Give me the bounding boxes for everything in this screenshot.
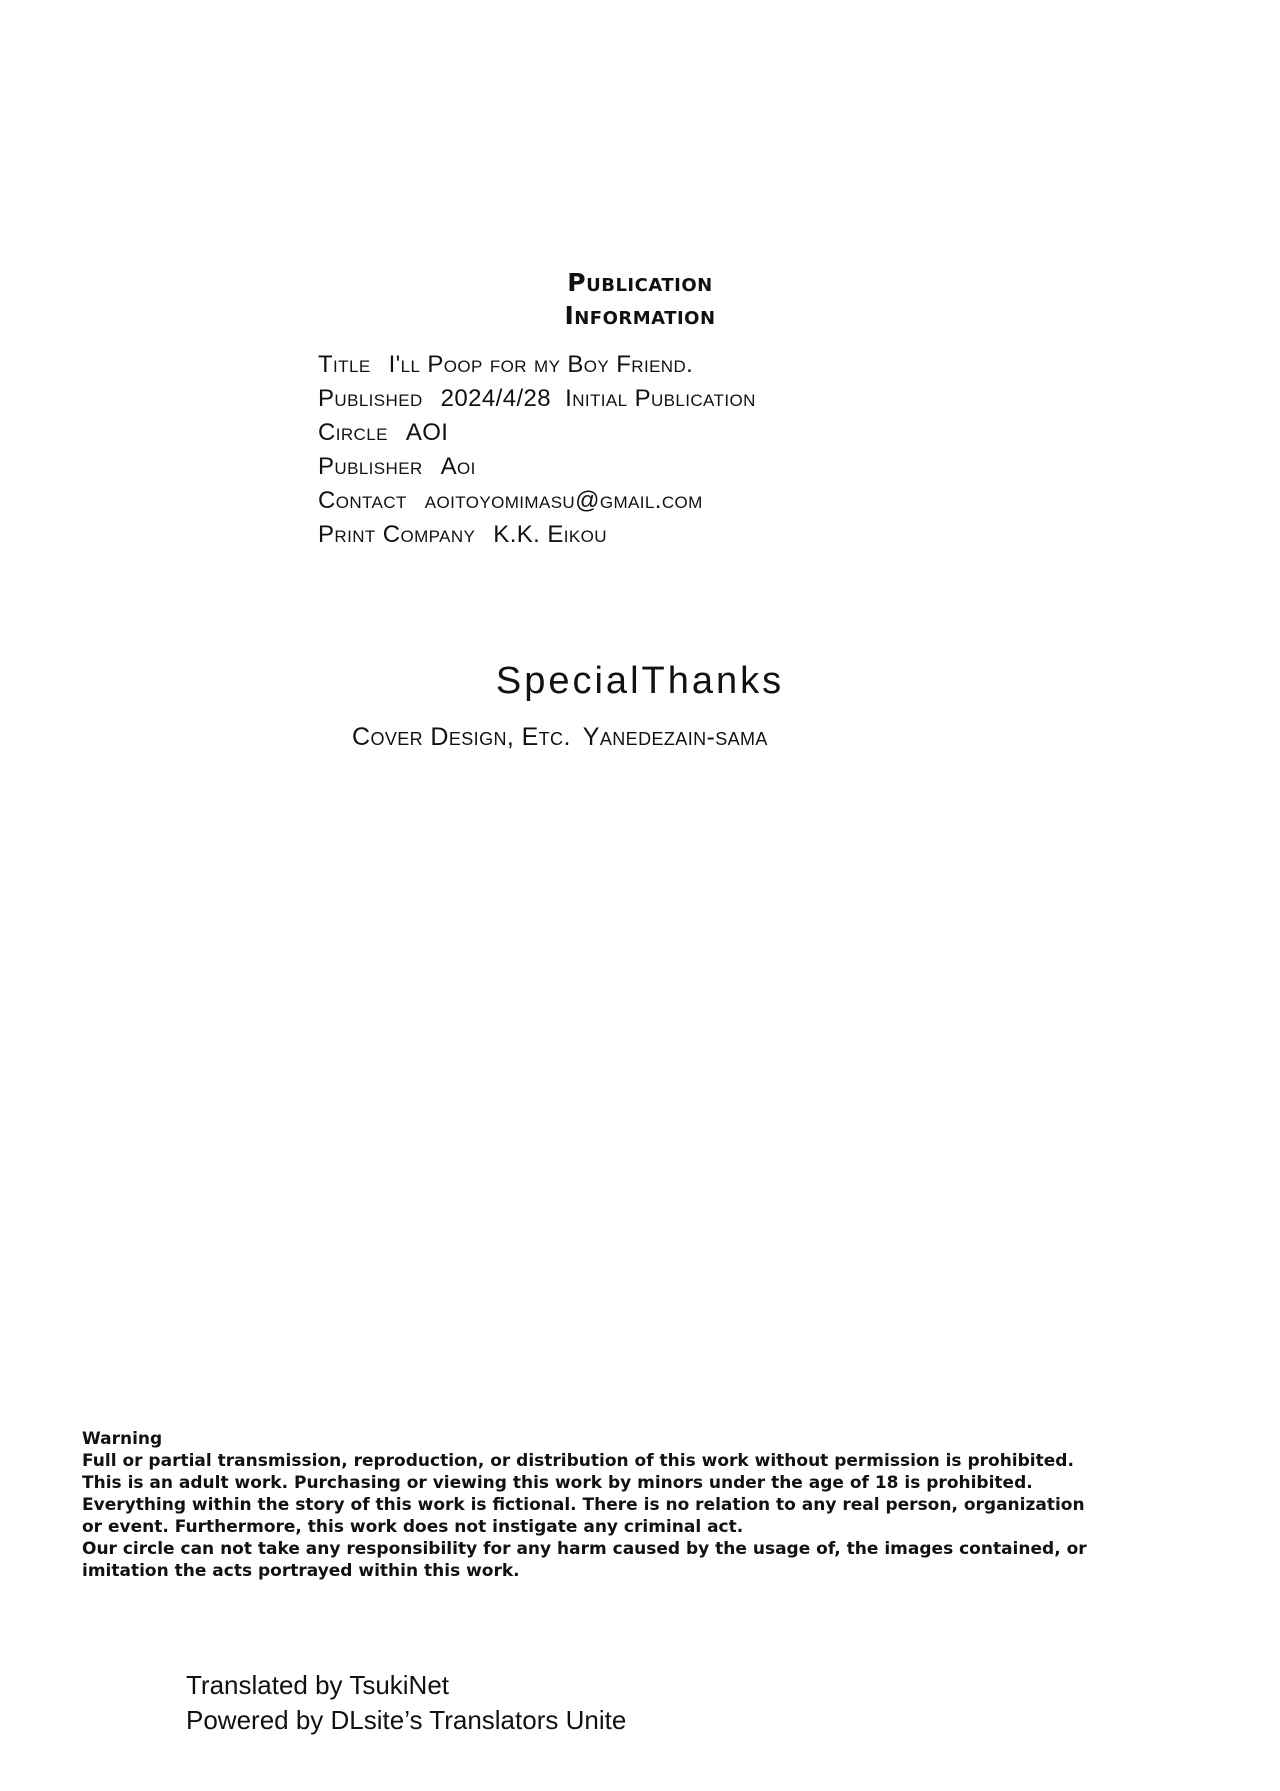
special-thanks-line [352, 720, 768, 754]
warning-block [82, 1428, 1212, 1582]
publication-heading-line1: Publication [567, 268, 713, 297]
info-label: Contact [318, 487, 407, 514]
contact-email: aoitoyomimasu@gmail.com [424, 487, 703, 514]
info-label: Circle [318, 419, 388, 446]
info-value: AOI [405, 419, 449, 446]
info-row-contact [318, 484, 756, 518]
warning-line: Everything within the story of this work is fictional. There is no relation to any real person, organization [82, 1495, 1085, 1515]
publication-heading-line2: Information [564, 301, 716, 330]
translation-credits [186, 1668, 626, 1738]
warning-line: This is an adult work. Purchasing or viewing this work by minors under the age of 18 is prohibited. [82, 1473, 1033, 1493]
thanks-name: Yanedezain-sama [582, 723, 768, 751]
info-value: 2024/4/28 Initial Publication [440, 385, 756, 412]
special-thanks-title: SpecialThanks [495, 660, 785, 702]
info-row-publisher [318, 450, 756, 484]
info-label: Title [318, 351, 371, 378]
warning-title: Warning [82, 1429, 163, 1449]
translated-by: Translated by TsukiNet [186, 1670, 450, 1700]
info-row-print-company [318, 518, 756, 552]
warning-line: Our circle can not take any responsibility for any harm caused by the usage of, the images contained, or [82, 1539, 1087, 1559]
info-value: I'll Poop for my Boy Friend. [388, 351, 694, 378]
warning-line: Full or partial transmission, reproduction, or distribution of this work without permission is prohibited. [82, 1451, 1074, 1471]
info-label: Print Company [318, 521, 476, 548]
info-value: Aoi [440, 453, 476, 480]
warning-line: imitation the acts portrayed within this work. [82, 1561, 520, 1581]
publication-heading [0, 266, 1280, 332]
info-value: K.K. Eikou [493, 521, 607, 548]
info-row-title [318, 348, 756, 382]
info-label: Publisher [318, 453, 423, 480]
info-row-circle [318, 416, 756, 450]
thanks-role: Cover Design, Etc. [352, 723, 571, 751]
publication-info-list [318, 348, 756, 552]
warning-line: or event. Furthermore, this work does not instigate any criminal act. [82, 1517, 744, 1537]
info-row-published [318, 382, 756, 416]
powered-by: Powered by DLsite’s Translators Unite [186, 1705, 627, 1735]
info-label: Published [318, 385, 423, 412]
